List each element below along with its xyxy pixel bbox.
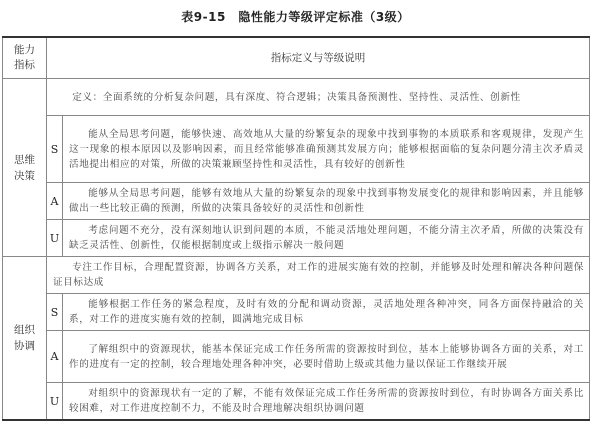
level-row: [3, 331, 590, 383]
level-label: A: [47, 183, 63, 220]
evaluation-table: [2, 36, 590, 421]
level-label: S: [47, 294, 63, 331]
level-description: 了解组织中的资源现状，能基本保证完成工作任务所需的资源按时到位，基本上能够协调各方面的关系，对工作的进度有一定的控制，较合理地处理各种冲突，必要时借助上级或其他力量以保证工作继续开展: [63, 331, 590, 383]
level-label: U: [47, 220, 63, 257]
level-description: 对组织中的资源现状有一定的了解，不能有效保证完成工作任务所需的资源按时到位，有时协调各方面关系比较困难，对工作进度控制不力，不能及时合理地解决组织协调问题: [63, 383, 590, 421]
level-label: S: [47, 116, 63, 183]
header-definition: 指标定义与等级说明: [47, 37, 590, 79]
level-row: [3, 183, 590, 220]
definition-row: [3, 79, 590, 116]
category-organization-coordination: 组织 协调: [3, 257, 47, 421]
definition-text: 定义：全面系统的分析复杂问题，具有深度、符合逻辑；决策具备预测性、坚持性、灵活性、创新性: [47, 79, 590, 116]
level-row: [3, 220, 590, 257]
category-thinking-decision: 思维 决策: [3, 79, 47, 257]
level-description: 能从全局思考问题，能够快速、高效地从大量的纷繁复杂的现象中找到事物的本质联系和客观规律，发现产生这一现象的根本原因以及影响因素，而且经常能够准确预测其发展方向；能够根据面临的复杂问题分清主次矛盾灵活地提出相应的对策，所做的决策兼顾坚持性和灵活性，具有较好的创新性: [63, 116, 590, 183]
level-label: U: [47, 383, 63, 421]
level-description: 考虑问题不充分，没有深刻地认识到问题的本质，不能灵活地处理问题，不能分清主次矛盾，所做的决策没有缺乏灵活性、创新性，仅能根据制度或上级指示解决一般问题: [63, 220, 590, 257]
level-row: [3, 294, 590, 331]
table-title: 表9-15 隐性能力等级评定标准（3级）: [181, 10, 410, 24]
definition-row: [3, 257, 590, 294]
level-row: [3, 116, 590, 183]
definition-text: 专注工作目标，合理配置资源，协调各方关系，对工作的进展实施有效的控制，并能够及时处理和解决各种问题保证目标达成: [47, 257, 590, 294]
header-ability-indicator: 能力 指标: [3, 37, 47, 79]
level-label: A: [47, 331, 63, 383]
level-row: [3, 383, 590, 421]
level-description: 能够根据工作任务的紧急程度，及时有效的分配和调动资源，灵活地处理各种冲突，同各方面保持融洽的关系，对工作的进度实施有效的控制，圆满地完成目标: [63, 294, 590, 331]
level-description: 能够从全局思考问题，能够有效地从大量的纷繁复杂的现象中找到事物发展变化的规律和影响因素，并且能够做出一些比较正确的预测，所做的决策具备较好的灵活性和创新性: [63, 183, 590, 220]
header-row: [3, 37, 590, 79]
